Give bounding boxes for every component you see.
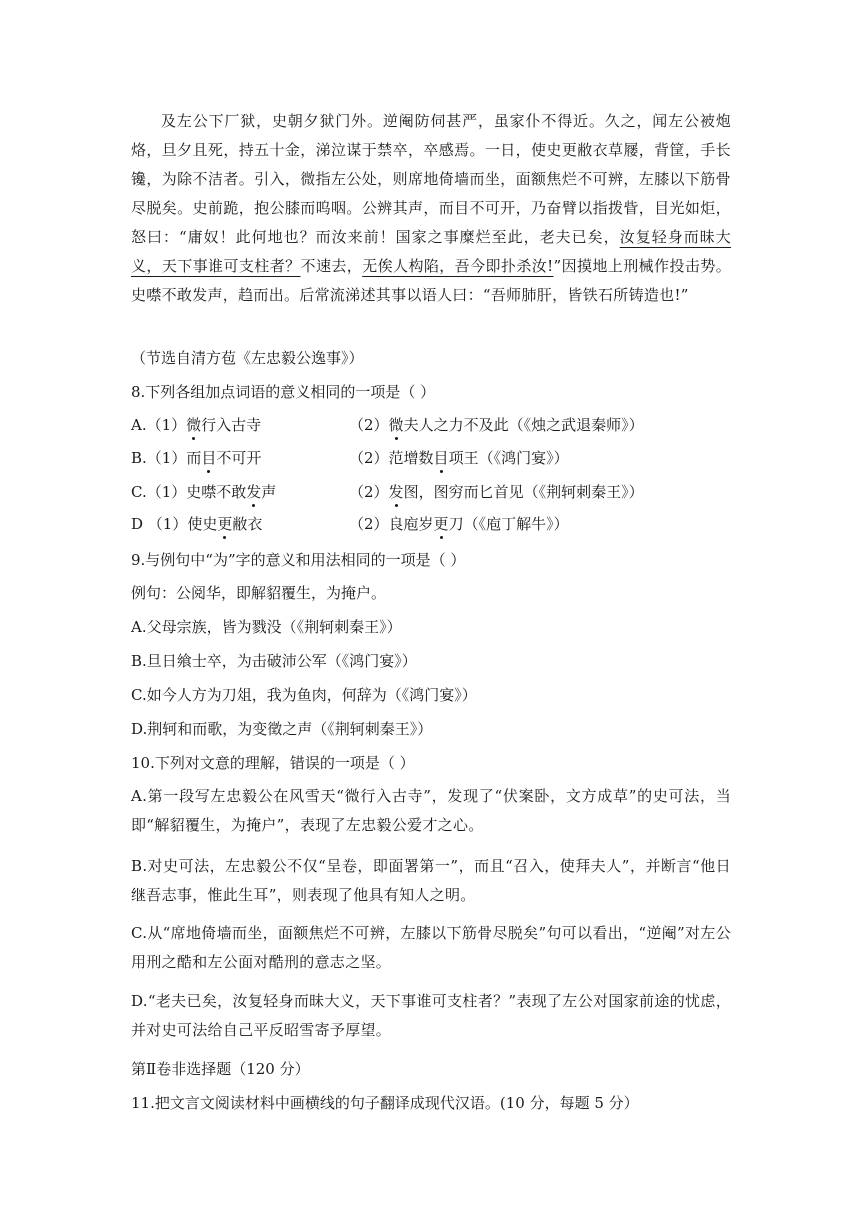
question-8-stem: 8.下列各组加点词语的意义相同的一项是（ ） (131, 383, 436, 401)
q8-option-d-right: （2）良庖岁更刀（《庖丁解牛》） (349, 515, 569, 533)
question-9-stem: 9.与例句中“为”字的意义和用法相同的一项是（ ） (131, 551, 466, 569)
q10-option-b: B.对史可法，左忠毅公不仅“呈卷，即面署第一”，而且“召入，使拜夫人”，并断言“他日继吾志事，惟此生耳”，则表现了他具有知人之明。 (131, 857, 731, 904)
dotted-char: 发 (388, 483, 404, 501)
question-9-example: 例句：公阅华，即解貂覆生，为掩户。 (131, 584, 387, 602)
question-11-stem: 11.把文言文阅读材料中画横线的句子翻译成现代汉语。(10 分，每题 5 分） (131, 1094, 639, 1112)
q8-option-d-left: D （1）使史更敝衣 (131, 515, 263, 533)
q8-option-c-left: C.（1）史噤不敢发声 (131, 483, 277, 501)
passage-text: 不速去， (300, 257, 363, 275)
q8-option-b-left: B.（1）而目不可开 (131, 449, 262, 467)
dotted-char: 更 (217, 515, 233, 533)
q9-option-b: B.旦日飨士卒，为击破沛公军（《鸿门宴》） (131, 652, 417, 670)
q10-option-c: C.从“席地倚墙而坐，面额焦烂不可辨，左膝以下筋骨尽脱矣”句可以看出，“逆阉”对左公用刑之酷和左公面对酷刑的意志之坚。 (131, 924, 731, 971)
dotted-char: 微 (388, 416, 404, 434)
question-10-stem: 10.下列对文意的理解，错误的一项是（ ） (131, 754, 415, 772)
q10-option-a: A.第一段写左忠毅公在风雪天“微行入古寺”，发现了“伏案卧，文方成草”的史可法，当即“解貂覆生，为掩户”，表现了左忠毅公爱才之心。 (131, 787, 731, 834)
passage-source: （节选自清方苞《左忠毅公逸事》） (131, 349, 364, 367)
q8-option-c-right: （2）发图，图穷而匕首见（《荆轲刺秦王》） (349, 483, 644, 501)
passage-paragraph (131, 107, 731, 310)
dotted-char: 更 (433, 515, 449, 533)
passage-text: ”因摸地上刑械作投击势。史噤不敢发声，趋而出。后常流涕述其事以语人曰：“吾师肺肝，皆铁石所铸造也!” (131, 257, 731, 304)
q8-option-a-left: A.（1）微行入古寺 (131, 416, 262, 434)
dotted-char: 目 (201, 449, 217, 467)
section-2-heading: 第Ⅱ卷非选择题（120 分） (131, 1060, 310, 1078)
q9-option-a: A.父母宗族，皆为戮没（《荆轲刺秦王》） (131, 618, 402, 636)
underlined-sentence-2: 无俟人构陷，吾今即扑杀汝! (362, 257, 554, 275)
q8-option-b-right: （2）范增数目项王（《鸿门宴》） (349, 449, 569, 467)
q8-option-a-right: （2）微夫人之力不及此（《烛之武退秦师》） (349, 416, 644, 434)
dotted-char: 微 (186, 416, 202, 434)
underlined-sentence-1: 汝复轻身而昧大义，天下事谁可支柱者？ (131, 228, 731, 275)
q9-option-c: C.如今人方为刀俎，我为鱼肉，何辞为（《鸿门宴》） (131, 686, 477, 704)
q10-option-d: D.“老夫已矣，汝复轻身而昧大义，天下事谁可支柱者？”表现了左公对国家前途的忧虑，并对史可法给自己平反昭雪寄予厚望。 (131, 992, 731, 1039)
q9-option-d: D.荆轲和而歌，为变徵之声（《荆轲刺秦王》） (131, 720, 433, 738)
dotted-char: 目 (433, 449, 449, 467)
dotted-char: 发 (246, 483, 262, 501)
passage-text: 及左公下厂狱，史朝夕狱门外。逆阉防伺甚严，虽家仆不得近。久之，闻左公被炮烙，旦夕且死，持五十金，涕泣谋于禁卒，卒感焉。一日，使史更敝衣草屦，背筐，手长镵，为除不洁者。引入，微指左公处，则席地倚墙而坐，面额焦烂不可辨，左膝以下筋骨尽脱矣。史前跪，抱公膝而呜咽。公辨其声，而目不可开，乃奋臂以指拨眥，目光如炬，怒曰：“庸奴！此何地也？而汝来前！国家之事糜烂至此，老夫已矣， (131, 112, 731, 246)
